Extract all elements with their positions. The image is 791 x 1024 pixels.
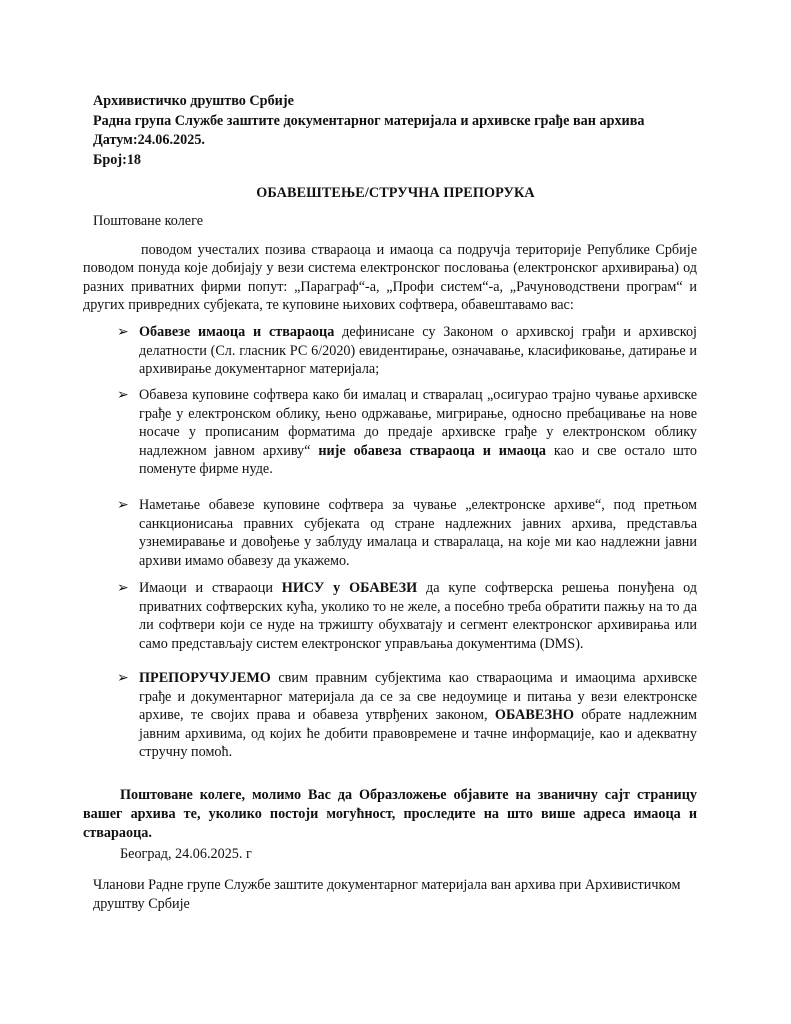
bullet-text: Наметање обавезе куповине софтвера за чување „електронске архиве“, под претњом санкционисања правних субјеката од стране надлежних јавних архива, представља узнемиравање и довођење у заблуду ималаца и стваралаца, на које ми као надлежни јавни архиви имамо обавезу да укажемо. xyxy=(139,497,697,569)
organization-name: Архивистичко друштво Србије xyxy=(93,93,294,109)
working-group-name: Радна група Службе заштите документарног материјала и архивске грађе ван архива xyxy=(93,112,645,129)
bullet-bold-text: НИСУ у ОБАВЕЗИ xyxy=(281,580,418,596)
document-number: Број:18 xyxy=(93,151,142,168)
bullet-arrow-icon: ➢ xyxy=(117,324,129,340)
bullet-text: као и све остало што поменуте фирме нуде. xyxy=(139,442,697,478)
bullet-item-obligations xyxy=(139,323,697,379)
signature-block: Чланови Радне групе Службе заштите документарног материјала ван архива при Архивистичком друштву Србије xyxy=(93,877,681,912)
bullet-arrow-icon: ➢ xyxy=(117,387,129,403)
salutation: Поштоване колеге xyxy=(93,213,204,229)
bullet-bold-text: ОБАВЕЗНО xyxy=(494,707,575,724)
bullet-text: Обавеза куповине софтвера како би ималац и стваралац „осигурао трајно чување архивске грађе у електронском облику, њено одржавање, мигрирање, односно пребацивање на нове носаче у прописаним форматима до предаје архивске грађе у електронском облику надлежном јавном архиву“ xyxy=(139,387,697,459)
intro-paragraph: поводом учесталих позива ствараоца и имаоца са подручја територије Републике Србије поводом понуда које добијају у вези система електронског пословања (електронског архивирања) од разних приватних фирми попут: „Параграф“-а, „Профи систем“-а, „Рачуноводствени програм“ и других привредних субјеката, те куповине њихових софтвера, обавештавамо вас: xyxy=(83,242,697,314)
bullet-text: обрате надлежним јавним архивима, од којих ће добити правовремене и тачне информације, као и адекватну стручну помоћ. xyxy=(139,707,697,761)
bullet-bold-text: није обавеза ствараоца и имаоца xyxy=(318,442,546,459)
document-date: Датум:24.06.2025. xyxy=(93,132,205,148)
bullet-arrow-icon: ➢ xyxy=(117,580,129,596)
bullet-item-not-obliged xyxy=(139,579,697,653)
closing-paragraph: Поштоване колеге, молимо Вас да Образложење објавите на званичну сајт страницу вашег архива те, уколико постоји могућност, проследите на што више адреса имаоца и ствараоца. xyxy=(83,787,697,841)
bullet-item-imposition xyxy=(139,496,697,570)
document-title: ОБАВЕШТЕЊЕ/СТРУЧНА ПРЕПОРУКА xyxy=(256,185,535,201)
bullet-bold-text: ПРЕПОРУЧУЈЕМО xyxy=(139,670,271,686)
bullet-text: свим правним субјектима као ствараоцима и имаоцима архивске грађе и документарног материјала да се за све недоумице и питања у вези електронске архиве, те својих права и обавеза утврђених законом, xyxy=(139,670,697,724)
bullet-text: да купе софтверска решења понуђена од приватних софтверских кућа, уколико то не желе, а посебно треба обратити пажњу на то да ли софтвери који се нуде на тржишту обухватају и сегмент електронског архивирања или само представљају систем електронског управљања документима (DMS). xyxy=(139,580,697,652)
bullet-text: дефинисане су Законом о архивској грађи и архивској делатности (Сл. гласник РС 6/2020) евидентирање, означавање, класификовање, датирање и архивирање документарног материјала; xyxy=(139,324,697,378)
bullet-bold-lead: Обавезе имаоца и ствараоца xyxy=(139,324,335,340)
document-header xyxy=(93,92,644,170)
bullet-item-recommendation xyxy=(139,669,697,762)
place-and-date: Београд, 24.06.2025. г xyxy=(120,846,252,862)
bullet-item-software-purchase xyxy=(139,386,697,479)
bullet-text: Имаоци и ствараоци xyxy=(139,580,282,596)
bullet-arrow-icon: ➢ xyxy=(117,497,129,513)
bullet-arrow-icon: ➢ xyxy=(117,670,129,686)
